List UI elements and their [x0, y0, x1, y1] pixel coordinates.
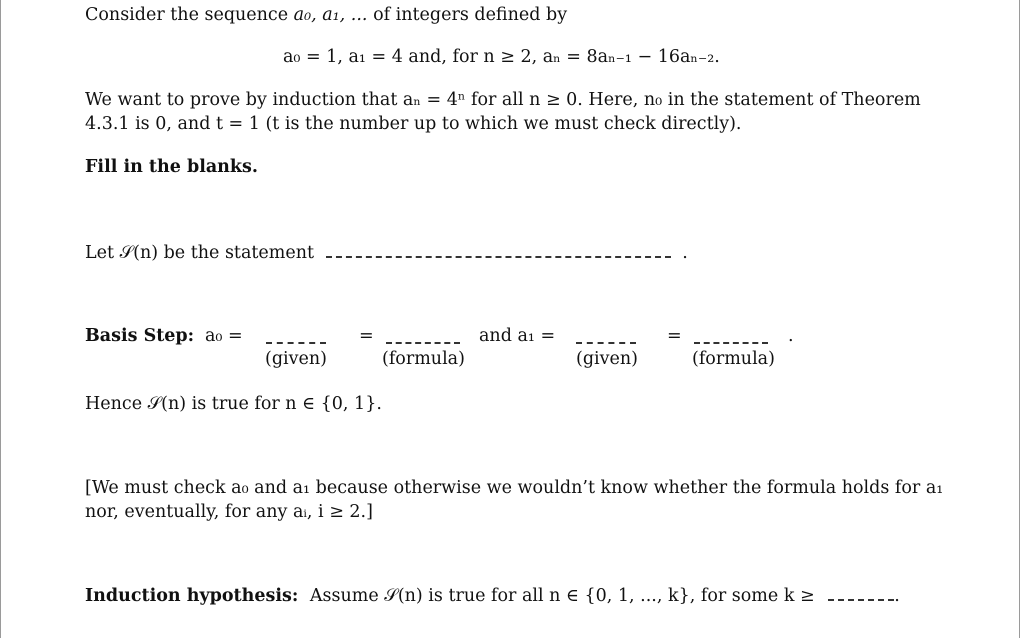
statement-blank[interactable] — [326, 242, 671, 258]
a0-given-blank[interactable] — [266, 328, 326, 344]
basis-and-a1: and a₁ = — [479, 326, 556, 346]
induction-line — [85, 585, 900, 606]
a1-given-blank[interactable] — [576, 328, 636, 344]
goal-line-1: We want to prove by induction that aₙ = 4ⁿ for all n ≥ 0. Here, n₀ in the statement of Theorem — [85, 90, 921, 110]
a1-formula-blank[interactable] — [694, 328, 768, 344]
basis-period: . — [788, 326, 794, 346]
intro-line — [85, 5, 567, 25]
label-given-1: (given) — [265, 349, 327, 369]
intro-text-end: of integers defined by — [367, 5, 568, 25]
label-formula-1: (formula) — [382, 349, 465, 369]
intro-text: Consider the sequence — [85, 5, 294, 25]
sequence-symbol: a₀, a₁, ... — [293, 5, 368, 25]
induction-text: Assume 𝒮(n) is true for all n ∈ {0, 1, ..., k}, for some k ≥ — [309, 586, 815, 606]
instruction-heading: Fill in the blanks. — [85, 157, 258, 177]
basis-equals-1: = — [359, 326, 374, 346]
note-line-1: [We must check a₀ and a₁ because otherwise we wouldn’t know whether the formula holds for a₁ — [85, 478, 944, 498]
recurrence-definition — [283, 47, 720, 67]
hence-line: Hence 𝒮(n) is true for n ∈ {0, 1}. — [85, 394, 382, 414]
basis-a0: a₀ = — [205, 326, 243, 346]
a0-formula-blank[interactable] — [386, 328, 460, 344]
induction-title: Induction hypothesis: — [85, 586, 299, 606]
statement-period: . — [682, 243, 688, 263]
k-lower-bound-blank[interactable] — [828, 585, 894, 601]
basis-equals-2: = — [667, 326, 682, 346]
recurrence-text: a₀ = 1, a₁ = 4 and, for n ≥ 2, aₙ = 8aₙ₋₁ − 16aₙ₋₂. — [283, 47, 720, 67]
note-line-2: nor, eventually, for any aᵢ, i ≥ 2.] — [85, 502, 373, 522]
label-given-2: (given) — [576, 349, 638, 369]
statement-line — [85, 242, 688, 263]
basis-title: Basis Step: — [85, 326, 195, 346]
label-formula-2: (formula) — [692, 349, 775, 369]
statement-prefix: Let 𝒮(n) be the statement — [85, 243, 315, 263]
induction-period: . — [894, 586, 900, 606]
goal-line-2: 4.3.1 is 0, and t = 1 (t is the number up to which we must check directly). — [85, 114, 742, 134]
